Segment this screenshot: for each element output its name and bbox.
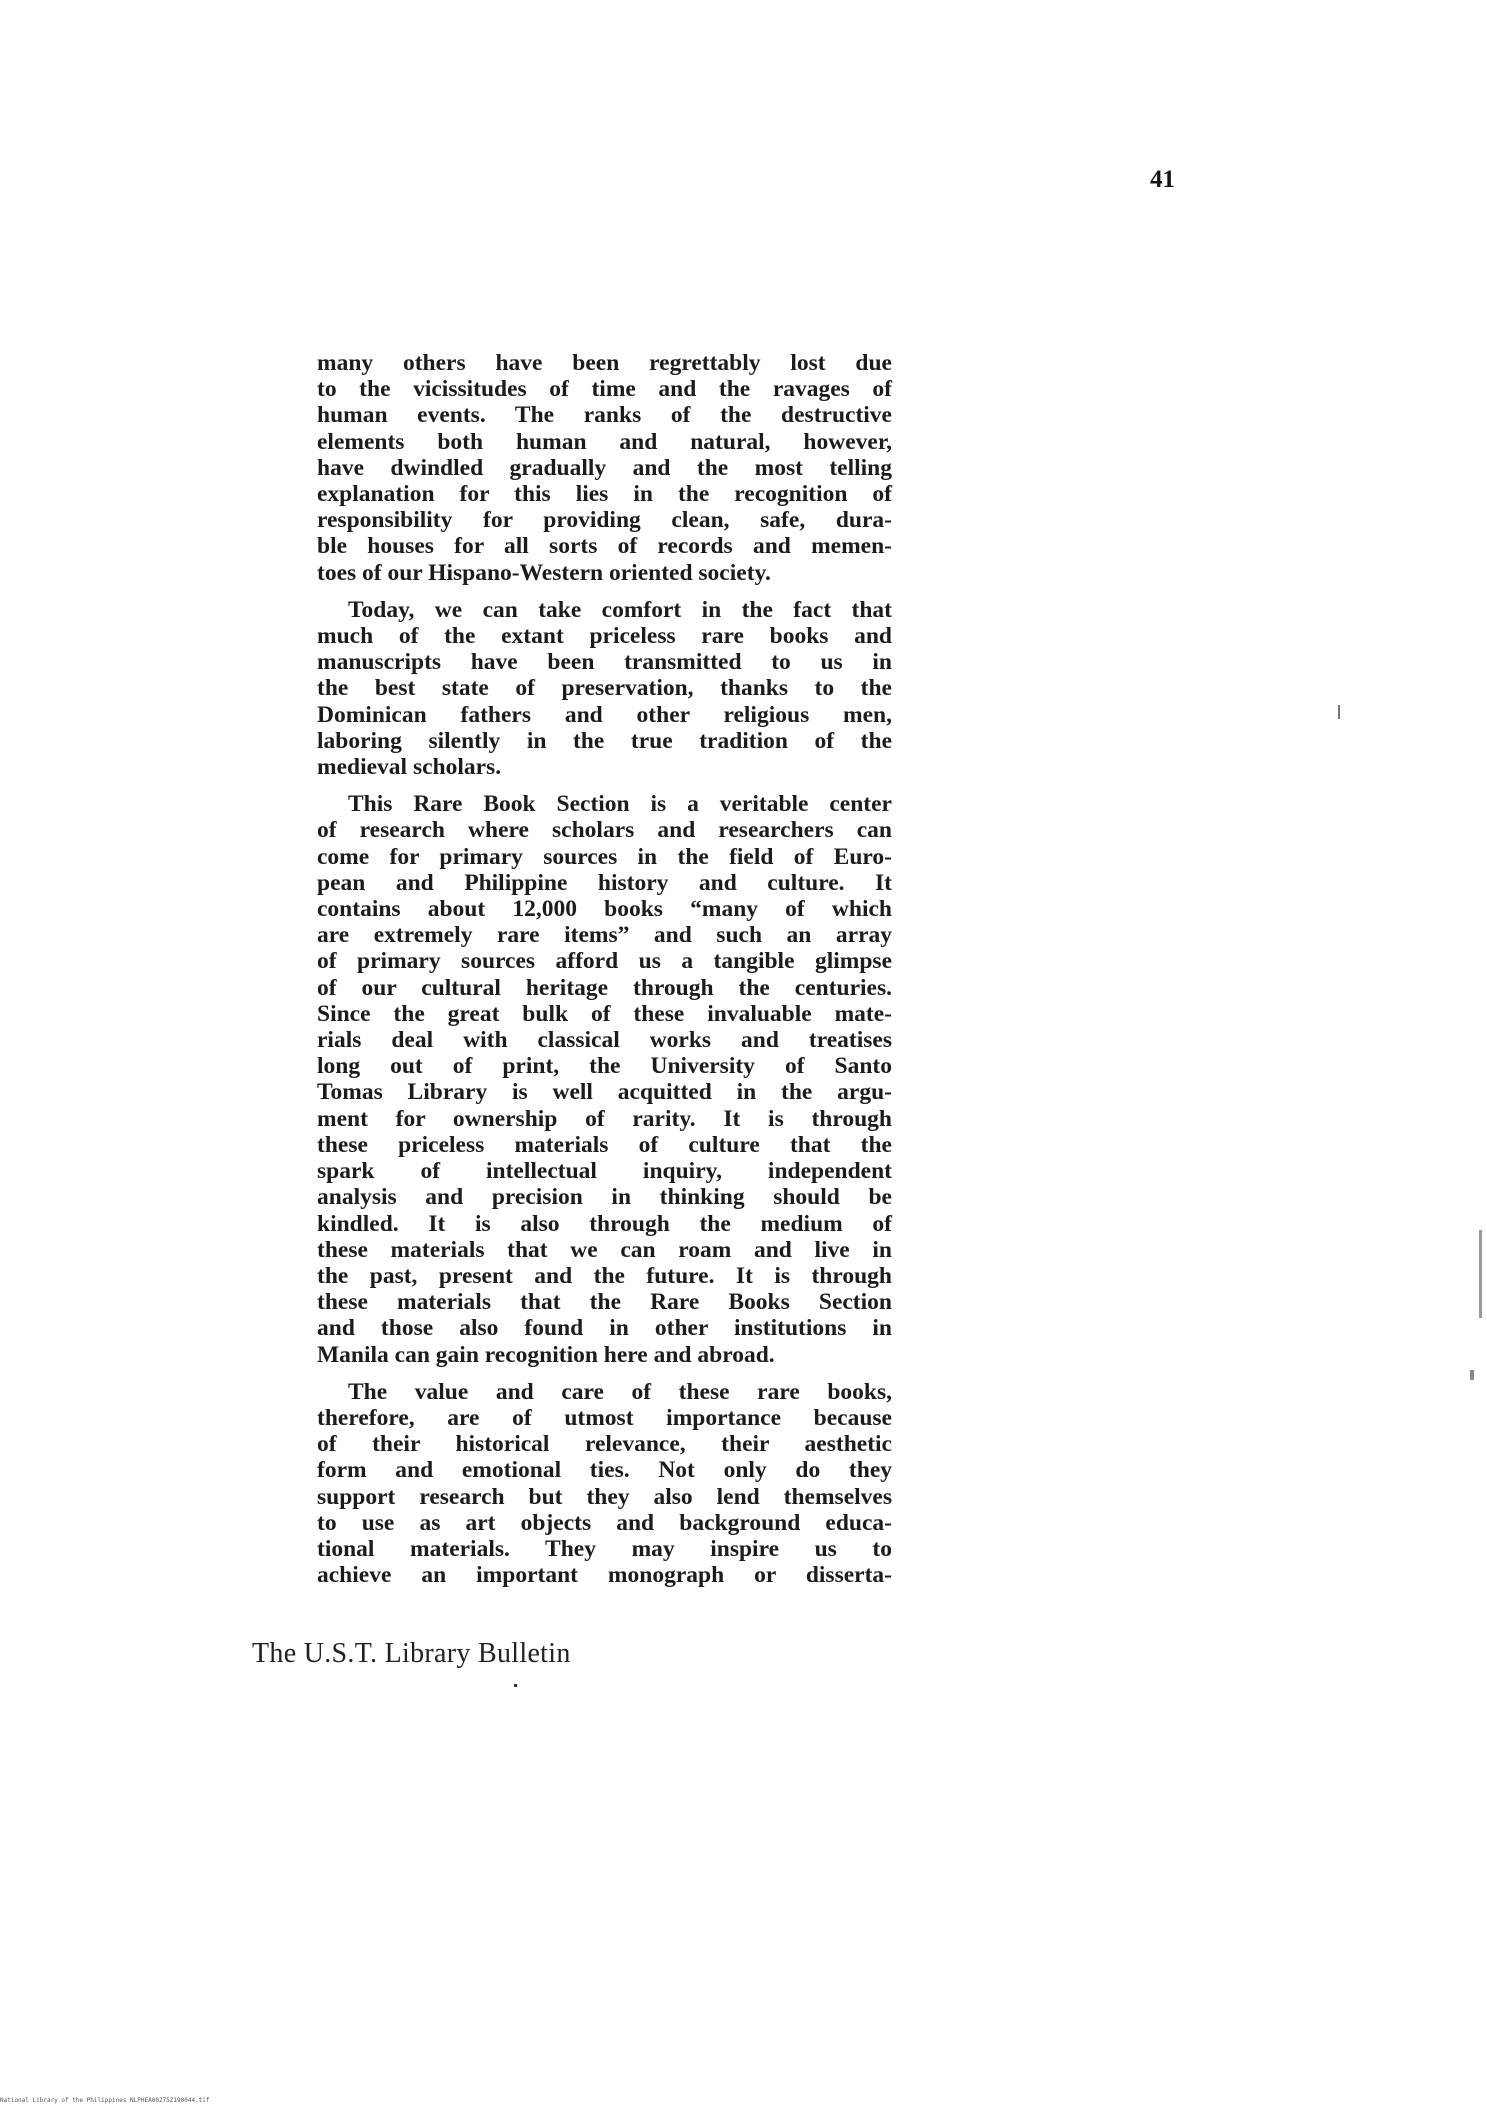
text-line: kindled. It is also through the medium of xyxy=(317,1210,892,1237)
text-line: are extremely rare items” and such an array xyxy=(317,922,892,949)
text-line: of primary sources afford us a tangible glimpse xyxy=(317,948,892,975)
scan-id-strip: National Library of the Philippines NLPHEA00275Z190044.tif xyxy=(0,2097,210,2104)
text-line: Manila can gain recognition here and abroad. xyxy=(317,1341,775,1368)
scan-speck xyxy=(1479,1230,1482,1318)
text-line: tional materials. They may inspire us to xyxy=(317,1535,892,1562)
text-line: long out of print, the University of Santo xyxy=(317,1053,892,1080)
text-line: analysis and precision in thinking should be xyxy=(317,1184,892,1211)
text-line: Tomas Library is well acquitted in the argu- xyxy=(317,1079,892,1106)
text-line: rials deal with classical works and treatises xyxy=(317,1027,892,1054)
text-line: these materials that the Rare Books Section xyxy=(317,1289,892,1316)
text-line: ble houses for all sorts of records and memen- xyxy=(317,533,892,560)
text-line: much of the extant priceless rare books and xyxy=(317,623,892,650)
text-line: pean and Philippine history and culture. It xyxy=(317,869,892,896)
text-line: medieval scholars. xyxy=(317,754,502,781)
paragraph xyxy=(317,791,892,1367)
text-line: therefore, are of utmost importance because xyxy=(317,1404,892,1431)
text-line: the past, present and the future. It is through xyxy=(317,1262,892,1289)
text-line: elements both human and natural, however, xyxy=(317,428,892,455)
text-line: contains about 12,000 books “many of which xyxy=(317,896,892,923)
text-line: toes of our Hispano-Western oriented society. xyxy=(317,559,771,586)
text-line: these priceless materials of culture that the xyxy=(317,1131,892,1158)
paragraph xyxy=(317,597,892,780)
text-line: many others have been regrettably lost due xyxy=(317,350,892,376)
text-line: these materials that we can roam and live in xyxy=(317,1236,892,1263)
text-line: This Rare Book Section is a veritable center xyxy=(348,791,892,818)
text-line: Since the great bulk of these invaluable mate- xyxy=(317,1000,892,1027)
text-line: and those also found in other institutions in xyxy=(317,1315,892,1342)
text-line: of their historical relevance, their aesthetic xyxy=(317,1431,892,1458)
page-number: 41 xyxy=(1150,166,1175,193)
text-line: the best state of preservation, thanks to the xyxy=(317,675,892,702)
scan-speck xyxy=(1338,705,1340,719)
article-body xyxy=(317,350,892,1588)
publication-title: The U.S.T. Library Bulletin xyxy=(252,1638,571,1669)
text-line: manuscripts have been transmitted to us in xyxy=(317,649,892,676)
text-line: to the vicissitudes of time and the ravages of xyxy=(317,376,892,403)
text-line: to use as art objects and background educa- xyxy=(317,1509,892,1536)
text-line: The value and care of these rare books, xyxy=(348,1378,892,1405)
text-line: Dominican fathers and other religious men, xyxy=(317,701,892,728)
text-line: of research where scholars and researchers can xyxy=(317,817,892,844)
text-line: explanation for this lies in the recognition of xyxy=(317,481,892,508)
paragraph xyxy=(317,1379,892,1589)
text-line: spark of intellectual inquiry, independent xyxy=(317,1158,892,1185)
paragraph xyxy=(317,350,892,586)
text-line: come for primary sources in the field of Euro- xyxy=(317,843,892,870)
text-line: human events. The ranks of the destructive xyxy=(317,402,892,429)
text-line: form and emotional ties. Not only do they xyxy=(317,1457,892,1484)
text-line: achieve an important monograph or disserta- xyxy=(317,1562,892,1589)
text-line: Today, we can take comfort in the fact that xyxy=(348,596,892,623)
text-line: have dwindled gradually and the most telling xyxy=(317,454,892,481)
text-line: of our cultural heritage through the centuries. xyxy=(317,974,892,1001)
scan-speck xyxy=(1470,1370,1474,1380)
text-line: support research but they also lend themselves xyxy=(317,1483,892,1510)
text-line: ment for ownership of rarity. It is through xyxy=(317,1105,892,1132)
text-line: laboring silently in the true tradition of the xyxy=(317,727,892,754)
text-line: responsibility for providing clean, safe, dura- xyxy=(317,507,892,534)
scan-speck xyxy=(514,1684,517,1687)
